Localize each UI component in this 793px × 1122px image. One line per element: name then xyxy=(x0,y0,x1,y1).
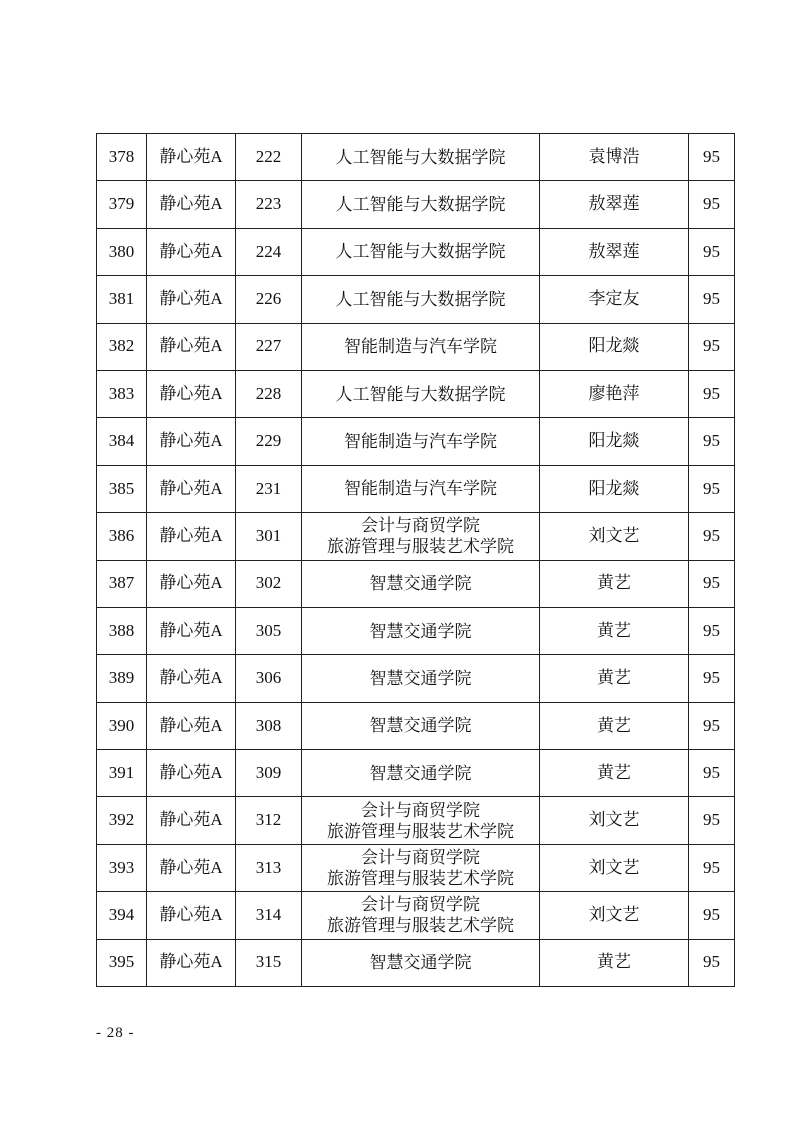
row-number-cell: 378 xyxy=(97,134,147,181)
score-cell: 95 xyxy=(689,655,735,702)
table-row xyxy=(97,513,735,560)
person-cell: 李定友 xyxy=(540,276,689,323)
building-cell: 静心苑A xyxy=(147,655,236,702)
table-row xyxy=(97,181,735,228)
row-number-cell: 382 xyxy=(97,323,147,370)
row-number-cell: 384 xyxy=(97,418,147,465)
person-cell: 黄艺 xyxy=(540,607,689,654)
table-row xyxy=(97,134,735,181)
row-number-cell: 385 xyxy=(97,465,147,512)
department-cell xyxy=(302,134,540,181)
room-cell: 315 xyxy=(236,939,302,986)
person-cell: 刘文艺 xyxy=(540,892,689,939)
table-row xyxy=(97,607,735,654)
score-cell: 95 xyxy=(689,797,735,844)
department-line: 旅游管理与服装艺术学院 xyxy=(327,916,514,936)
person-cell: 阳龙燚 xyxy=(540,418,689,465)
department-line: 智慧交通学院 xyxy=(369,716,472,736)
room-cell: 224 xyxy=(236,228,302,275)
row-number-cell: 391 xyxy=(97,750,147,797)
table-row xyxy=(97,750,735,797)
department-line: 智能制造与汽车学院 xyxy=(344,432,497,452)
department-line: 旅游管理与服装艺术学院 xyxy=(327,821,514,841)
dormitory-score-table xyxy=(96,133,735,987)
department-line: 人工智能与大数据学院 xyxy=(335,147,506,167)
department-cell xyxy=(302,702,540,749)
department-cell xyxy=(302,418,540,465)
row-number-cell: 394 xyxy=(97,892,147,939)
row-number-cell: 379 xyxy=(97,181,147,228)
room-cell: 226 xyxy=(236,276,302,323)
table-row xyxy=(97,702,735,749)
person-cell: 黄艺 xyxy=(540,750,689,797)
row-number-cell: 383 xyxy=(97,370,147,417)
room-cell: 308 xyxy=(236,702,302,749)
person-cell: 袁博浩 xyxy=(540,134,689,181)
row-number-cell: 380 xyxy=(97,228,147,275)
person-cell: 黄艺 xyxy=(540,560,689,607)
department-line: 人工智能与大数据学院 xyxy=(335,384,506,404)
department-cell xyxy=(302,370,540,417)
room-cell: 314 xyxy=(236,892,302,939)
row-number-cell: 390 xyxy=(97,702,147,749)
room-cell: 301 xyxy=(236,513,302,560)
table-row xyxy=(97,370,735,417)
score-cell: 95 xyxy=(689,181,735,228)
person-cell: 敖翠莲 xyxy=(540,228,689,275)
person-cell: 廖艳萍 xyxy=(540,370,689,417)
score-cell: 95 xyxy=(689,560,735,607)
table-row xyxy=(97,655,735,702)
department-line: 旅游管理与服装艺术学院 xyxy=(327,537,514,557)
row-number-cell: 395 xyxy=(97,939,147,986)
table-row xyxy=(97,892,735,939)
table-row xyxy=(97,418,735,465)
room-cell: 229 xyxy=(236,418,302,465)
table-row xyxy=(97,560,735,607)
score-cell: 95 xyxy=(689,750,735,797)
department-line: 会计与商贸学院 xyxy=(361,848,480,868)
department-cell xyxy=(302,560,540,607)
room-cell: 302 xyxy=(236,560,302,607)
building-cell: 静心苑A xyxy=(147,702,236,749)
department-line: 智慧交通学院 xyxy=(369,621,472,641)
room-cell: 228 xyxy=(236,370,302,417)
person-cell: 刘文艺 xyxy=(540,844,689,891)
score-cell: 95 xyxy=(689,513,735,560)
person-cell: 敖翠莲 xyxy=(540,181,689,228)
table-body xyxy=(97,134,735,987)
building-cell: 静心苑A xyxy=(147,560,236,607)
person-cell: 黄艺 xyxy=(540,702,689,749)
department-cell xyxy=(302,892,540,939)
department-cell xyxy=(302,465,540,512)
building-cell: 静心苑A xyxy=(147,607,236,654)
building-cell: 静心苑A xyxy=(147,228,236,275)
room-cell: 305 xyxy=(236,607,302,654)
building-cell: 静心苑A xyxy=(147,276,236,323)
score-cell: 95 xyxy=(689,228,735,275)
person-cell: 阳龙燚 xyxy=(540,323,689,370)
department-cell xyxy=(302,181,540,228)
department-cell xyxy=(302,844,540,891)
department-cell xyxy=(302,276,540,323)
score-cell: 95 xyxy=(689,134,735,181)
department-cell xyxy=(302,797,540,844)
building-cell: 静心苑A xyxy=(147,513,236,560)
row-number-cell: 387 xyxy=(97,560,147,607)
department-cell xyxy=(302,323,540,370)
building-cell: 静心苑A xyxy=(147,181,236,228)
department-line: 智能制造与汽车学院 xyxy=(344,479,497,499)
building-cell: 静心苑A xyxy=(147,750,236,797)
person-cell: 黄艺 xyxy=(540,939,689,986)
room-cell: 312 xyxy=(236,797,302,844)
row-number-cell: 386 xyxy=(97,513,147,560)
building-cell: 静心苑A xyxy=(147,892,236,939)
department-line: 会计与商贸学院 xyxy=(361,800,480,820)
row-number-cell: 388 xyxy=(97,607,147,654)
room-cell: 222 xyxy=(236,134,302,181)
room-cell: 227 xyxy=(236,323,302,370)
room-cell: 309 xyxy=(236,750,302,797)
department-cell xyxy=(302,228,540,275)
department-cell xyxy=(302,513,540,560)
page-number: - 28 - xyxy=(96,1025,135,1041)
person-cell: 黄艺 xyxy=(540,655,689,702)
department-line: 智慧交通学院 xyxy=(369,763,472,783)
score-cell: 95 xyxy=(689,607,735,654)
department-line: 会计与商贸学院 xyxy=(361,895,480,915)
score-cell: 95 xyxy=(689,702,735,749)
person-cell: 刘文艺 xyxy=(540,797,689,844)
building-cell: 静心苑A xyxy=(147,797,236,844)
department-cell xyxy=(302,939,540,986)
building-cell: 静心苑A xyxy=(147,134,236,181)
room-cell: 223 xyxy=(236,181,302,228)
person-cell: 刘文艺 xyxy=(540,513,689,560)
department-line: 智慧交通学院 xyxy=(369,953,472,973)
department-cell xyxy=(302,655,540,702)
building-cell: 静心苑A xyxy=(147,418,236,465)
room-cell: 231 xyxy=(236,465,302,512)
score-cell: 95 xyxy=(689,465,735,512)
table-row xyxy=(97,939,735,986)
row-number-cell: 393 xyxy=(97,844,147,891)
department-cell xyxy=(302,750,540,797)
table-row xyxy=(97,844,735,891)
department-line: 智慧交通学院 xyxy=(369,668,472,688)
building-cell: 静心苑A xyxy=(147,844,236,891)
room-cell: 306 xyxy=(236,655,302,702)
row-number-cell: 389 xyxy=(97,655,147,702)
building-cell: 静心苑A xyxy=(147,939,236,986)
score-cell: 95 xyxy=(689,370,735,417)
department-line: 会计与商贸学院 xyxy=(361,516,480,536)
score-cell: 95 xyxy=(689,939,735,986)
building-cell: 静心苑A xyxy=(147,465,236,512)
building-cell: 静心苑A xyxy=(147,323,236,370)
row-number-cell: 381 xyxy=(97,276,147,323)
department-line: 人工智能与大数据学院 xyxy=(335,195,506,215)
department-line: 旅游管理与服装艺术学院 xyxy=(327,869,514,889)
building-cell: 静心苑A xyxy=(147,370,236,417)
table-row xyxy=(97,228,735,275)
department-cell xyxy=(302,607,540,654)
person-cell: 阳龙燚 xyxy=(540,465,689,512)
room-cell: 313 xyxy=(236,844,302,891)
table-row xyxy=(97,276,735,323)
score-cell: 95 xyxy=(689,323,735,370)
table-row xyxy=(97,323,735,370)
department-line: 智能制造与汽车学院 xyxy=(344,337,497,357)
score-cell: 95 xyxy=(689,418,735,465)
score-cell: 95 xyxy=(689,892,735,939)
table-row xyxy=(97,797,735,844)
row-number-cell: 392 xyxy=(97,797,147,844)
table-row xyxy=(97,465,735,512)
department-line: 智慧交通学院 xyxy=(369,574,472,594)
score-cell: 95 xyxy=(689,844,735,891)
department-line: 人工智能与大数据学院 xyxy=(335,289,506,309)
department-line: 人工智能与大数据学院 xyxy=(335,242,506,262)
score-cell: 95 xyxy=(689,276,735,323)
